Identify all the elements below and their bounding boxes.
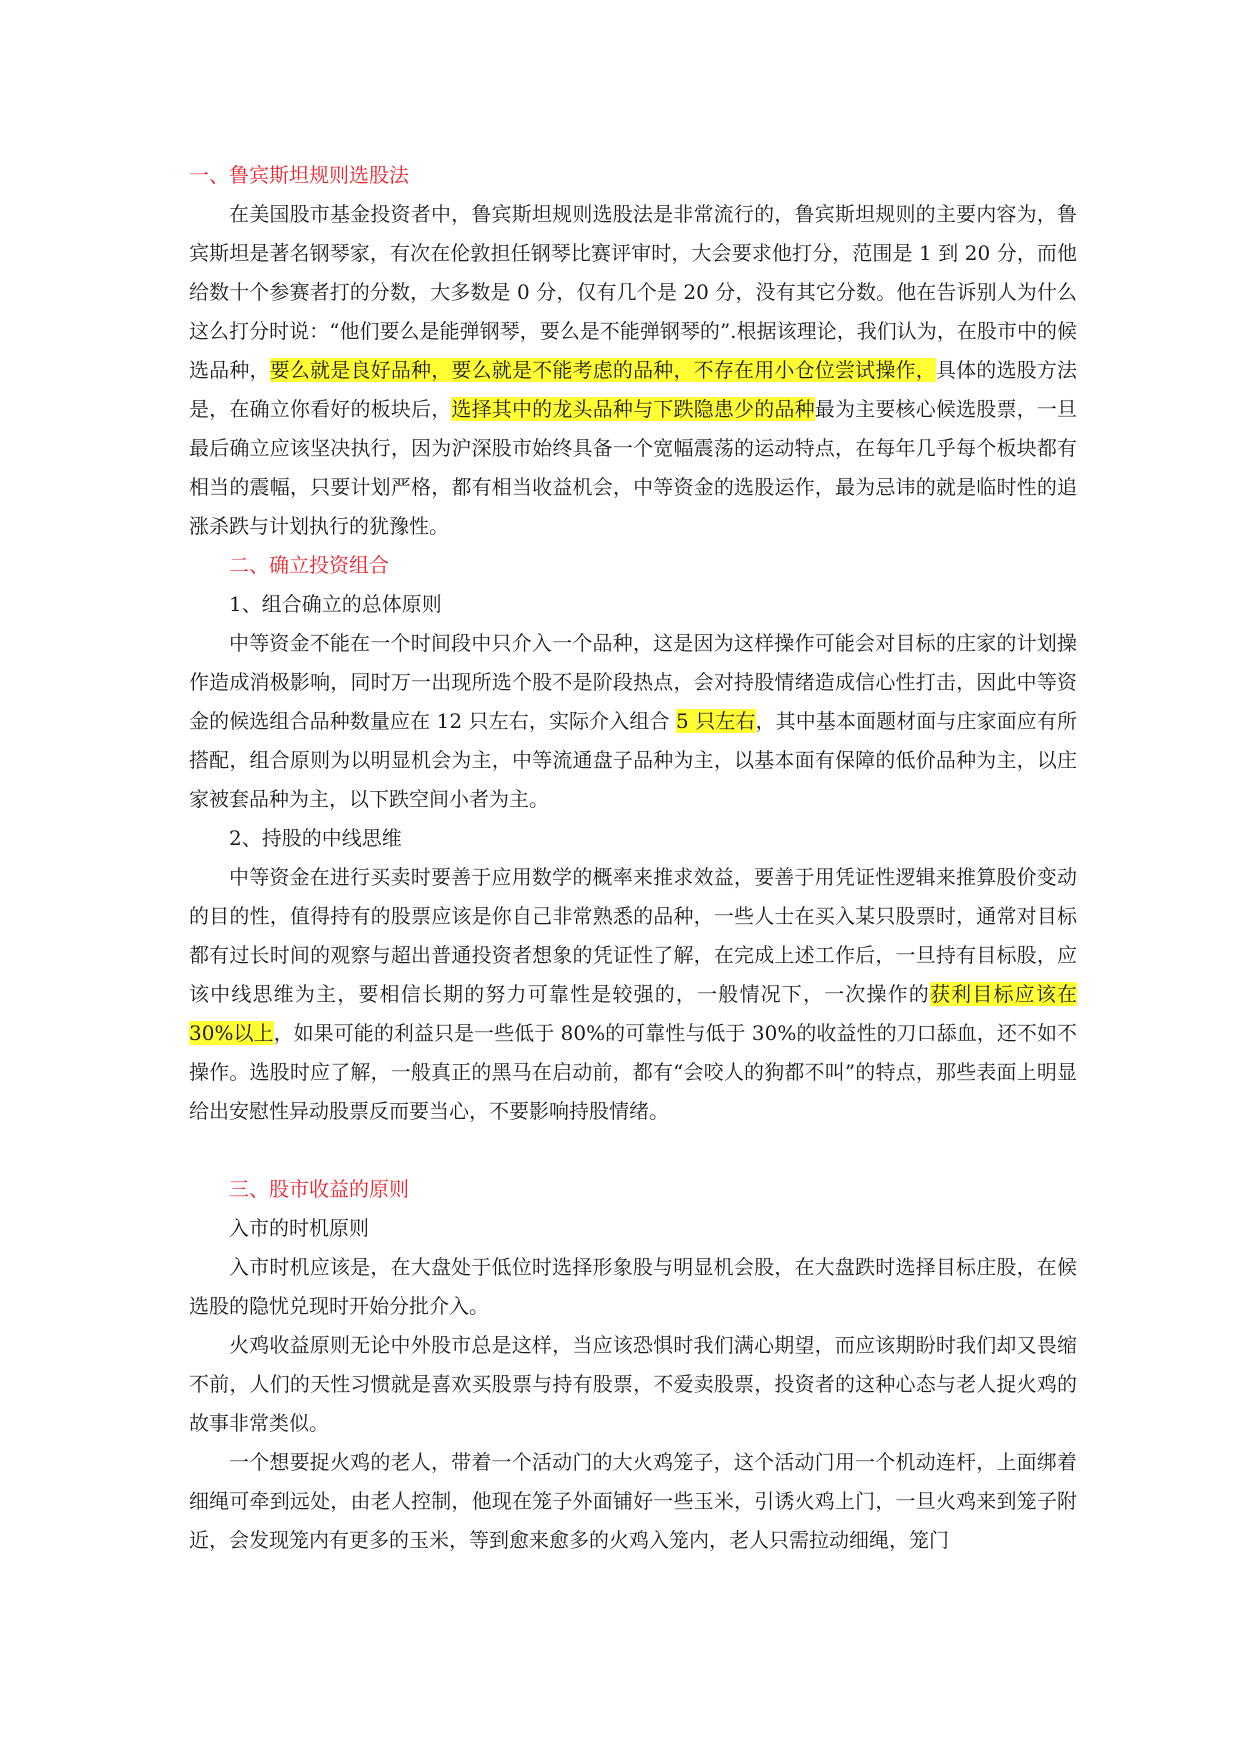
- subheading-principles: 1、组合确立的总体原则: [229, 592, 442, 616]
- section3-title: 三、股市收益的原则: [229, 1177, 409, 1201]
- text-run: 具体的选股方法是，在确立你看好的板块后，: [189, 358, 1078, 421]
- text-run: 最为主要核心候选股票，一旦最后确立应该坚决执行，因为沪深股市始终具备一个宽幅震荡的运动特点，在每年几乎每个板块都有相当的震幅，只要计划严格，都有相当收益机会，中等资金的选股运作，最为忌讳的就是临时性的追涨杀跌与计划执行的犹豫性。: [189, 397, 1078, 538]
- highlighted-text: 选择其中的龙头品种与下跌隐患少的品种: [451, 397, 815, 421]
- subheading-timing: 入市的时机原则: [229, 1216, 369, 1240]
- section3-paragraph-3: 一个想要捉火鸡的老人，带着一个活动门的大火鸡笼子，这个活动门用一个机动连杆，上面绑着细绳可牵到远处，由老人控制，他现在笼子外面铺好一些玉米，引诱火鸡上门，一旦火鸡来到笼子附近，会发现笼内有更多的玉米，等到愈来愈多的火鸡入笼内，老人只需拉动细绳，笼门: [189, 1450, 1077, 1552]
- highlighted-text: 要么就是良好品种，要么就是不能考虑的品种，不存在用小仓位尝试操作，: [269, 358, 936, 382]
- text-run: 中等资金在进行买卖时要善于应用数学的概率来推求效益，要善于用凭证性逻辑来推算股价变动的目的性，值得持有的股票应该是你自己非常熟悉的品种，一些人士在买入某只股票时，通常对目标都有过长时间的观察与超出普通投资者想象的凭证性了解，在完成上述工作后，一旦持有目标股，应该中线思维为主，要相信长期的努力可靠性是较强的，一般情况下，一次操作的: [189, 865, 1077, 1006]
- section2-paragraph-1: [189, 624, 1077, 819]
- section3-paragraph-2: 火鸡收益原则无论中外股市总是这样，当应该恐惧时我们满心期望，而应该期盼时我们却又畏缩不前，人们的天性习惯就是喜欢买股票与持有股票，不爱卖股票，投资者的这种心态与老人捉火鸡的故事非常类似。: [189, 1333, 1077, 1435]
- subheading-midterm: 2、持股的中线思维: [229, 826, 402, 850]
- document-page: [189, 156, 1077, 1560]
- section1-title: 一、鲁宾斯坦规则选股法: [189, 163, 409, 187]
- text-run: 在美国股市基金投资者中，鲁宾斯坦规则选股法是非常流行的，鲁宾斯坦规则的主要内容为，鲁宾斯坦是著名钢琴家，有次在伦敦担任钢琴比赛评审时，大会要求他打分，范围是 1 到 20 分，而他给数十个参赛者打的分数，大多数是 0 分，仅有几个是 20 分，没有其它分数。他在告诉别人为什么这么打分时说：“他们要么是能弹钢琴，要么是不能弹钢琴的”.根据该理论，我们认为，在股市中的候选品种，: [189, 202, 1077, 382]
- section3-paragraph-1: 入市时机应该是，在大盘处于低位时选择形象股与明显机会股，在大盘跌时选择目标庄股，在候选股的隐忧兑现时开始分批介入。: [189, 1255, 1077, 1318]
- text-run: ，其中基本面题材面与庄家面应有所搭配，组合原则为以明显机会为主，中等流通盘子品种为主，以基本面有保障的低价品种为主，以庄家被套品种为主，以下跌空间小者为主。: [189, 709, 1077, 811]
- section2-title: 二、确立投资组合: [229, 553, 389, 577]
- highlighted-text: 获利目标应该在 30%以上: [189, 982, 1078, 1045]
- section1-paragraph: [189, 195, 1077, 546]
- section2-paragraph-2: [189, 858, 1077, 1131]
- text-run: 中等资金不能在一个时间段中只介入一个品种，这是因为这样操作可能会对目标的庄家的计划操作造成消极影响，同时万一出现所选个股不是阶段热点，会对持股情绪造成信心性打击，因此中等资金的候选组合品种数量应在 12 只左右，实际介入组合: [189, 631, 1077, 733]
- spacer: [189, 1131, 1077, 1170]
- highlighted-text: 5 只左右: [676, 709, 756, 733]
- text-run: ，如果可能的利益只是一些低于 80%的可靠性与低于 30%的收益性的刀口舔血，还不如不操作。选股时应了解，一般真正的黑马在启动前，都有“会咬人的狗都不叫”的特点，那些表面上明显给出安慰性异动股票反而要当心，不要影响持股情绪。: [189, 1021, 1077, 1123]
